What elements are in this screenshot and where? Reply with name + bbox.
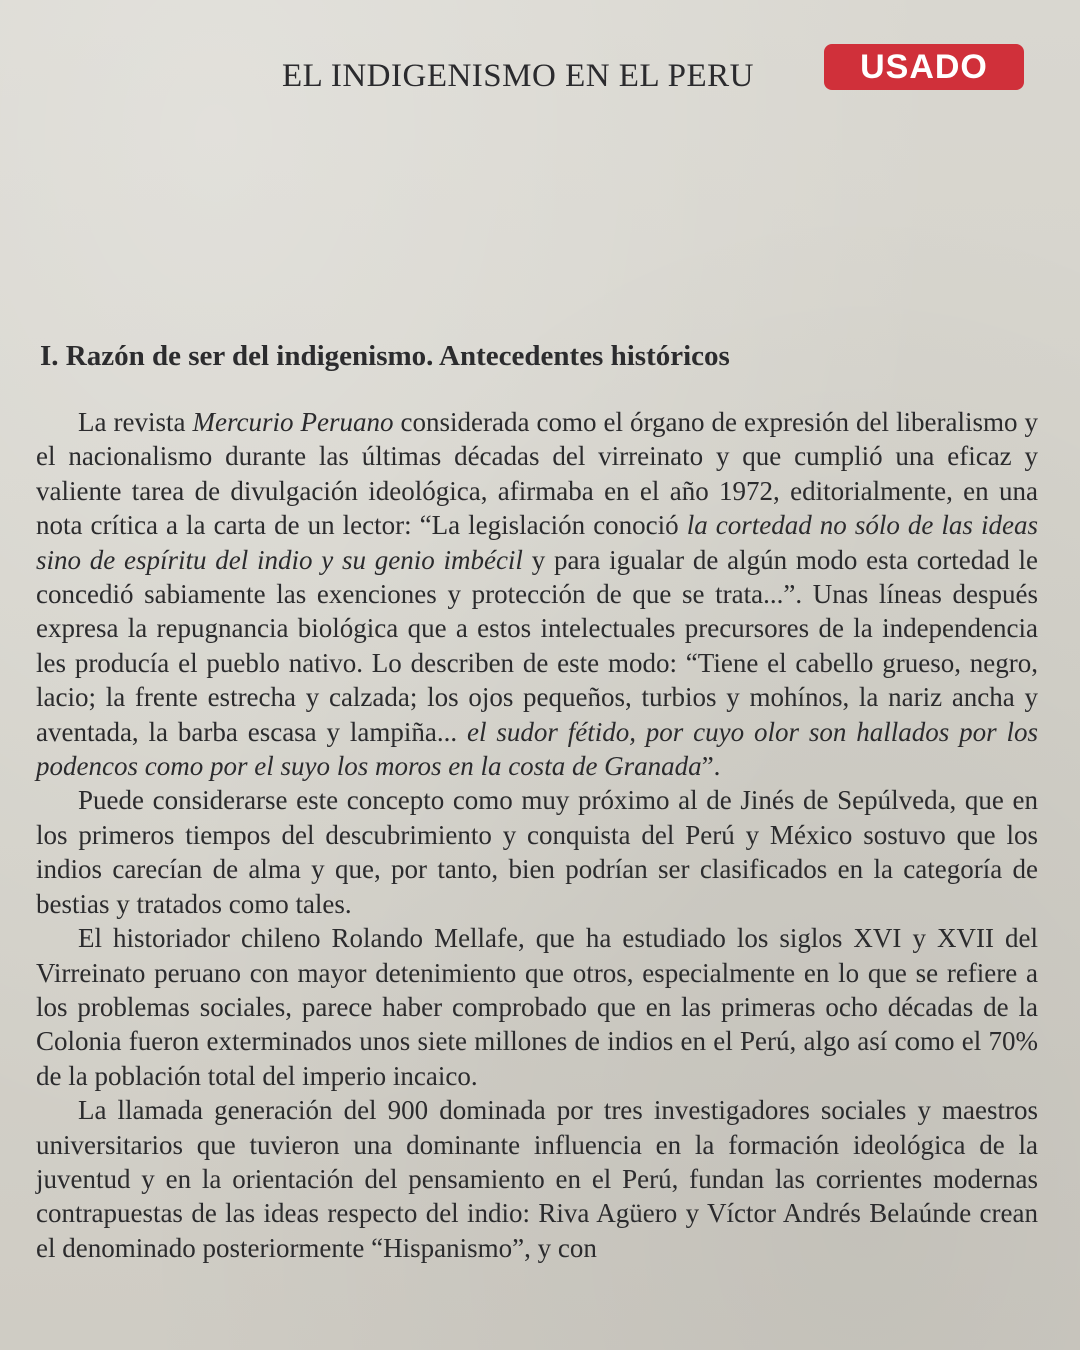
paragraph-1-seg-2: considerada como el órgano de expresión del liberalismo y el nacionalismo durante las últimas décadas del virreinato y que cumplió una eficaz y valiente tarea de divulgación ideológica, afirmaba en el año 1972, editorialmente, en una nota crítica a la carta de un lector: “La legislación conoció xyxy=(36,407,1038,541)
paragraph-1-seg-5: el sudor fétido, por cuyo olor son hallados por los podencos como por el suyo los moros en la costa de Granada xyxy=(36,716,1038,782)
paragraph-1-seg-6: ”. xyxy=(701,751,721,782)
used-condition-badge: USADO xyxy=(824,44,1024,90)
paragraph-4 xyxy=(36,1093,1038,1265)
paragraph-2 xyxy=(36,783,1038,921)
paragraph-1-seg-4: y para igualar de algún modo esta cortedad le concedió sabiamente las exenciones y protección de que se trata...”. Unas líneas después expresa la repugnancia biológica que a estos intelectuales precursores de la independencia les producía el pueblo nativo. Lo describen de este modo: “Tiene el cabello grueso, negro, lacio; la frente estrecha y calzada; los ojos pequeños, turbios y mohínos, la nariz ancha y aventada, la barba escasa y lampiña... xyxy=(36,544,1038,747)
paragraph-1 xyxy=(36,405,1038,783)
paragraph-1-seg-1: Mercurio Peruano xyxy=(192,407,394,437)
paragraph-1-seg-3: la cortedad no sólo de las ideas sino de espíritu del indio y su genio imbécil xyxy=(36,510,1038,575)
body-text xyxy=(36,405,1038,1265)
paragraph-4-seg-0: La llamada generación del 900 dominada por tres investigadores sociales y maestros universitarios que tuvieron una dominante influencia en la formación ideológica de la juventud y en la orientación del pensamiento en el Perú, fundan las corrientes modernas contrapuestas de las ideas respecto del indio: Riva Agüero y Víctor Andrés Belaúnde crean el denominado posteriormente “Hispanismo”, y con xyxy=(36,1095,1038,1263)
paragraph-2-seg-0: Puede considerarse este concepto como muy próximo al de Jinés de Sepúlveda, que en los primeros tiempos del descubrimiento y conquista del Perú y México sostuvo que los indios carecían de alma y que, por tanto, bien podrían ser clasificados en la categoría de bestias y tratados como tales. xyxy=(36,785,1038,919)
running-header-title: EL INDIGENISMO EN EL PERU xyxy=(282,58,755,94)
paragraph-3 xyxy=(36,921,1038,1093)
section-heading: I. Razón de ser del indigenismo. Antecedentes históricos xyxy=(40,340,730,372)
paragraph-3-seg-0: El historiador chileno Rolando Mellafe, que ha estudiado los siglos XVI y XVII del Virreinato peruano con mayor detenimiento que otros, especialmente en lo que se refiere a los problemas sociales, parece haber comprobado que en las primeras ocho décadas de la Colonia fueron exterminados unos siete millones de indios en el Perú, algo así como el 70% de la población total del imperio incaico. xyxy=(36,923,1038,1091)
paragraph-1-seg-0: La revista xyxy=(78,407,193,437)
